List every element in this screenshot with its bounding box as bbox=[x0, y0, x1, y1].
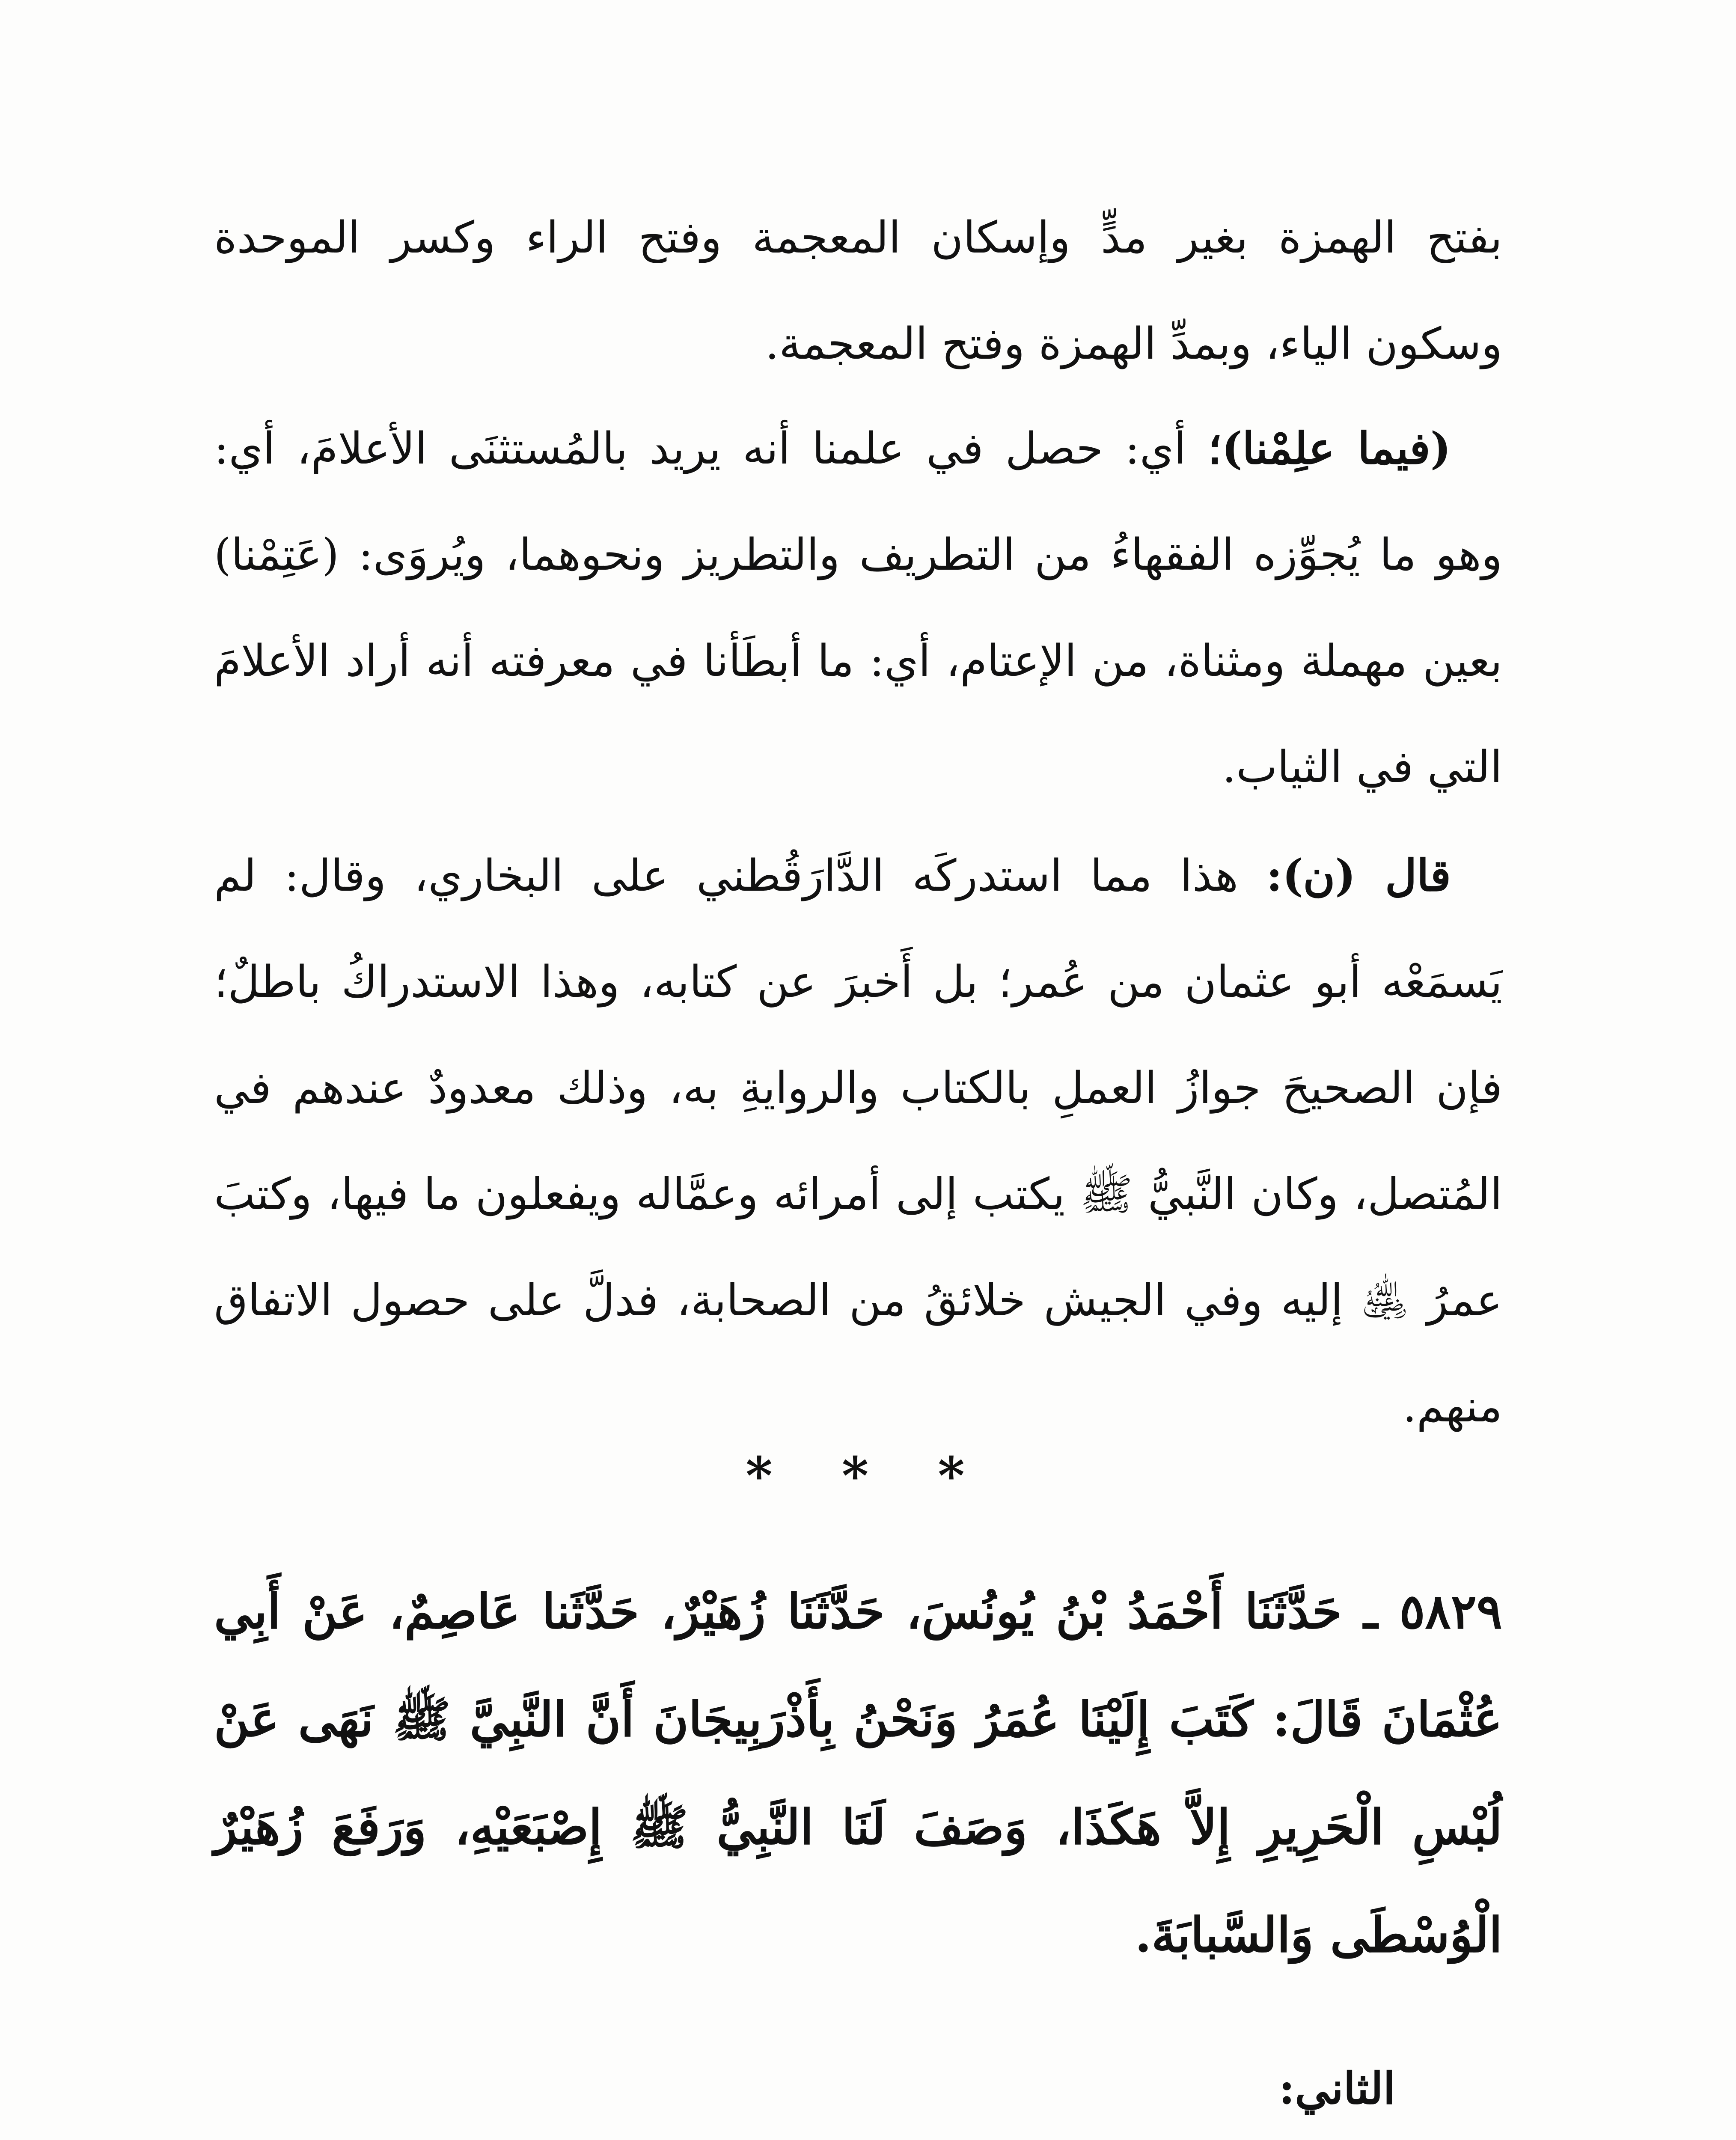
commentary-paragraph-2 bbox=[214, 395, 1502, 820]
section-separator: * * * bbox=[746, 1446, 990, 1506]
commentary-paragraph-3-body: هذا مما استدركَه الدَّارَقُطني على البخاري، وقال: لم يَسمَعْه أبو عثمان من عُمر؛ بل أَخبرَ عن كتابه، وهذا الاستدراكُ باطلٌ؛ فإن الصحيحَ جوازُ العملِ بالكتاب والروايةِ به، وذلك معدودٌ عندهم في المُتصل، وكان النَّبيُّ ﷺ يكتب إلى أمرائه وعمَّاله ويفعلون ما فيها، وكتبَ عمرُ ﵁ إليه وفي الجيش خلائقُ من الصحابة، فدلَّ على حصول الاتفاق منهم. bbox=[214, 850, 1502, 1432]
commentary-paragraph-3-lead: قال (ن): bbox=[1266, 850, 1451, 901]
commentary-paragraph-2-body: أي: حصل في علمنا أنه يريد بالمُستثنَى الأعلامَ، أي: وهو ما يُجوِّزه الفقهاءُ من التطريف والتطريز ونحوهما، ويُروَى: (عَتِمْنا) بعين مهملة ومثناة، من الإعتام، أي: ما أبطَأنا في معرفته أنه أراد الأعلامَ التي في الثياب. bbox=[214, 423, 1502, 793]
commentary-paragraph-1-text: بفتح الهمزة بغير مدٍّ وإسكان المعجمة وفتح الراء وكسر الموحدة وسكون الياء، وبمدِّ الهمزة وفتح المعجمة. bbox=[214, 212, 1502, 369]
second-heading: الثاني: bbox=[1278, 2063, 1395, 2114]
hadith-text: ٥٨٢٩ ـ حَدَّثَنَا أَحْمَدُ بْنُ يُونُسَ، حَدَّثَنَا زُهَيْرٌ، حَدَّثَنا عَاصِمٌ، عَنْ أَبِي عُثْمَانَ قَالَ: كَتَبَ إِلَيْنَا عُمَرُ وَنَحْنُ بِأَذْرَبِيجَانَ أَنَّ النَّبِيَّ ﷺ نَهَى عَنْ لُبْسِ الْحَرِيرِ إِلاَّ هَكَذَا، وَصَفَ لَنَا النَّبِيُّ ﷺ إِصْبَعَيْهِ، وَرَفَعَ زُهَيْرٌ الْوُسْطَى وَالسَّبابَةَ. bbox=[214, 1584, 1502, 1963]
commentary-paragraph-2-lead: (فيما علِمْنا)؛ bbox=[1207, 423, 1451, 474]
commentary-paragraph-1 bbox=[214, 185, 1502, 397]
commentary-paragraph-3 bbox=[214, 823, 1502, 1460]
